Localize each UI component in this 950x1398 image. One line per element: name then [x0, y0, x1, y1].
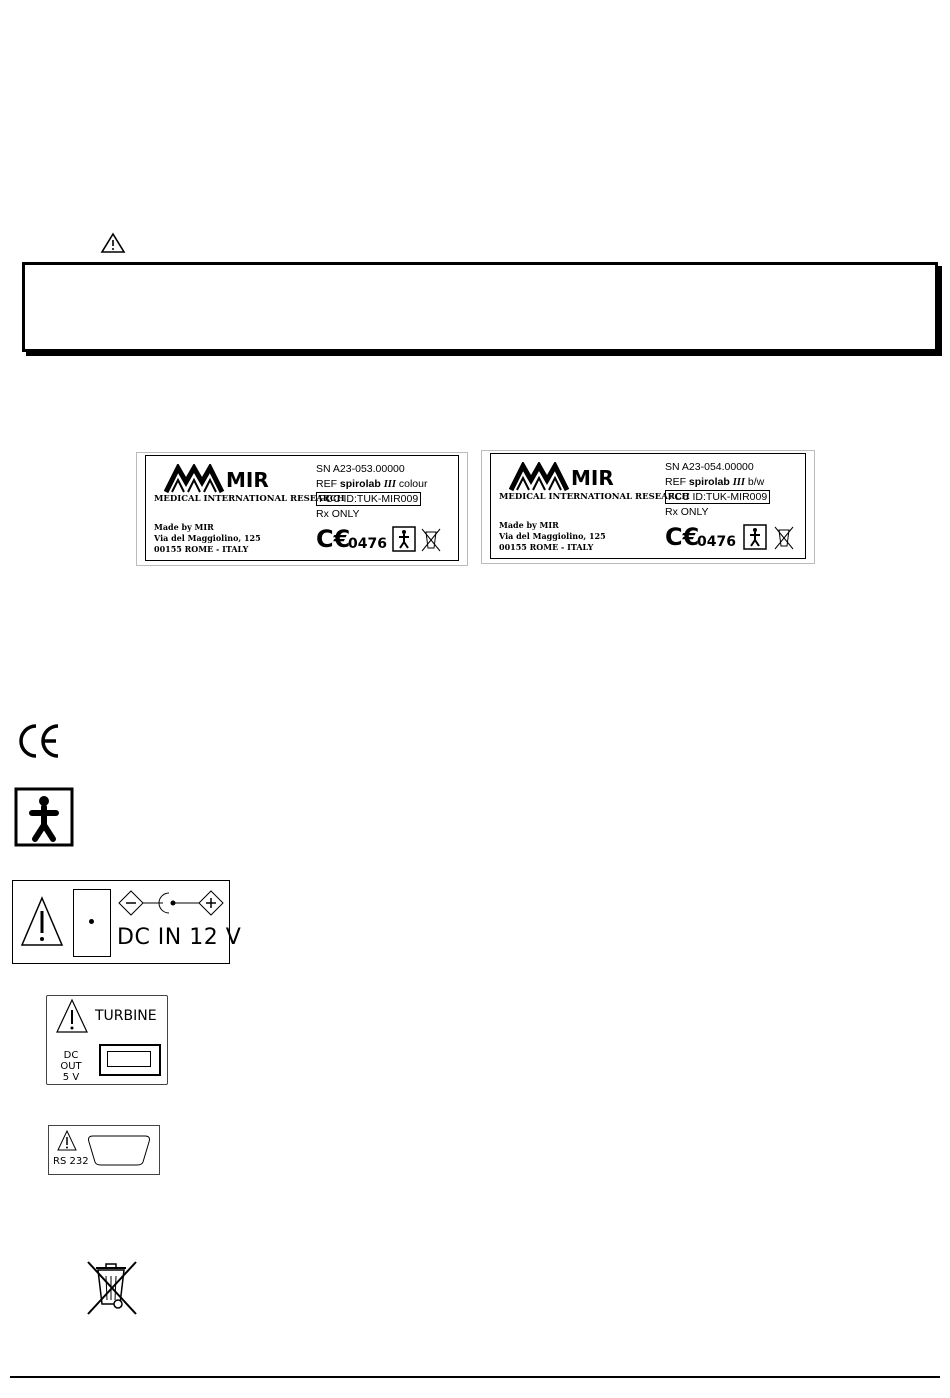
warning-triangle-icon [55, 998, 89, 1034]
warning-triangle-icon [57, 1130, 77, 1152]
brand-name: MIR [571, 466, 614, 490]
maker-line-3: 00155 ROME - ITALY [154, 544, 249, 554]
brand-subtitle: MEDICAL INTERNATIONAL RESEARCH [499, 492, 690, 502]
turbine-socket-icon [99, 1044, 161, 1076]
ref-line: REF spirolab III colour [316, 478, 428, 490]
serial-number: SN A23-053.00000 [316, 463, 405, 475]
brand-name: MIR [226, 468, 269, 492]
crossed-out-bin-icon [420, 526, 442, 552]
dc-in-symbol [12, 880, 242, 964]
warning-triangle-icon [19, 895, 65, 949]
ce-number: 0476 [348, 536, 387, 552]
db9-connector-icon [85, 1132, 153, 1168]
ce-mark-icon [16, 722, 62, 760]
maker-line-1: Made by MIR [499, 520, 559, 530]
ce-mark-icon: C€ [316, 525, 351, 553]
ce-mark-icon: C€ [665, 523, 700, 551]
type-b-applied-part-icon [392, 526, 416, 552]
dc-out-label: DC OUT 5 V [60, 1050, 82, 1083]
maker-line-1: Made by MIR [154, 522, 214, 532]
device-label-colour [136, 452, 468, 566]
warning-box [22, 262, 938, 352]
turbine-label: TURBINE [95, 1008, 157, 1024]
maker-line-2: Via del Maggiolino, 125 [154, 533, 261, 543]
maker-line-2: Via del Maggiolino, 125 [499, 531, 606, 541]
polarity-icon [117, 889, 225, 919]
serial-number: SN A23-054.00000 [665, 461, 754, 473]
rs232-label: RS 232 [53, 1156, 89, 1167]
fcc-id: FCC ID:TUK-MIR009 [316, 492, 421, 507]
dc-jack-icon [73, 889, 111, 957]
maker-line-3: 00155 ROME - ITALY [499, 542, 594, 552]
rx-only: Rx ONLY [316, 508, 360, 520]
brand-subtitle: MEDICAL INTERNATIONAL RESEARCH [154, 494, 345, 504]
ref-line: REF spirolab III b/w [665, 476, 765, 488]
mir-logo-icon [164, 464, 226, 494]
footer-rule [10, 1376, 940, 1378]
device-label-bw [481, 450, 815, 564]
mir-logo-icon [509, 462, 571, 492]
dc-in-label: DC IN 12 V [117, 925, 242, 950]
crossed-out-bin-icon [82, 1260, 142, 1316]
type-b-applied-part-icon [743, 524, 767, 550]
rs232-port-symbol [48, 1125, 160, 1175]
crossed-out-bin-icon [773, 524, 795, 550]
fcc-id: FCC ID:TUK-MIR009 [665, 490, 770, 505]
ce-number: 0476 [697, 534, 736, 550]
rx-only: Rx ONLY [665, 506, 709, 518]
type-b-applied-part-icon [14, 787, 74, 847]
turbine-port-symbol [46, 995, 168, 1085]
warning-triangle-icon [100, 232, 126, 254]
